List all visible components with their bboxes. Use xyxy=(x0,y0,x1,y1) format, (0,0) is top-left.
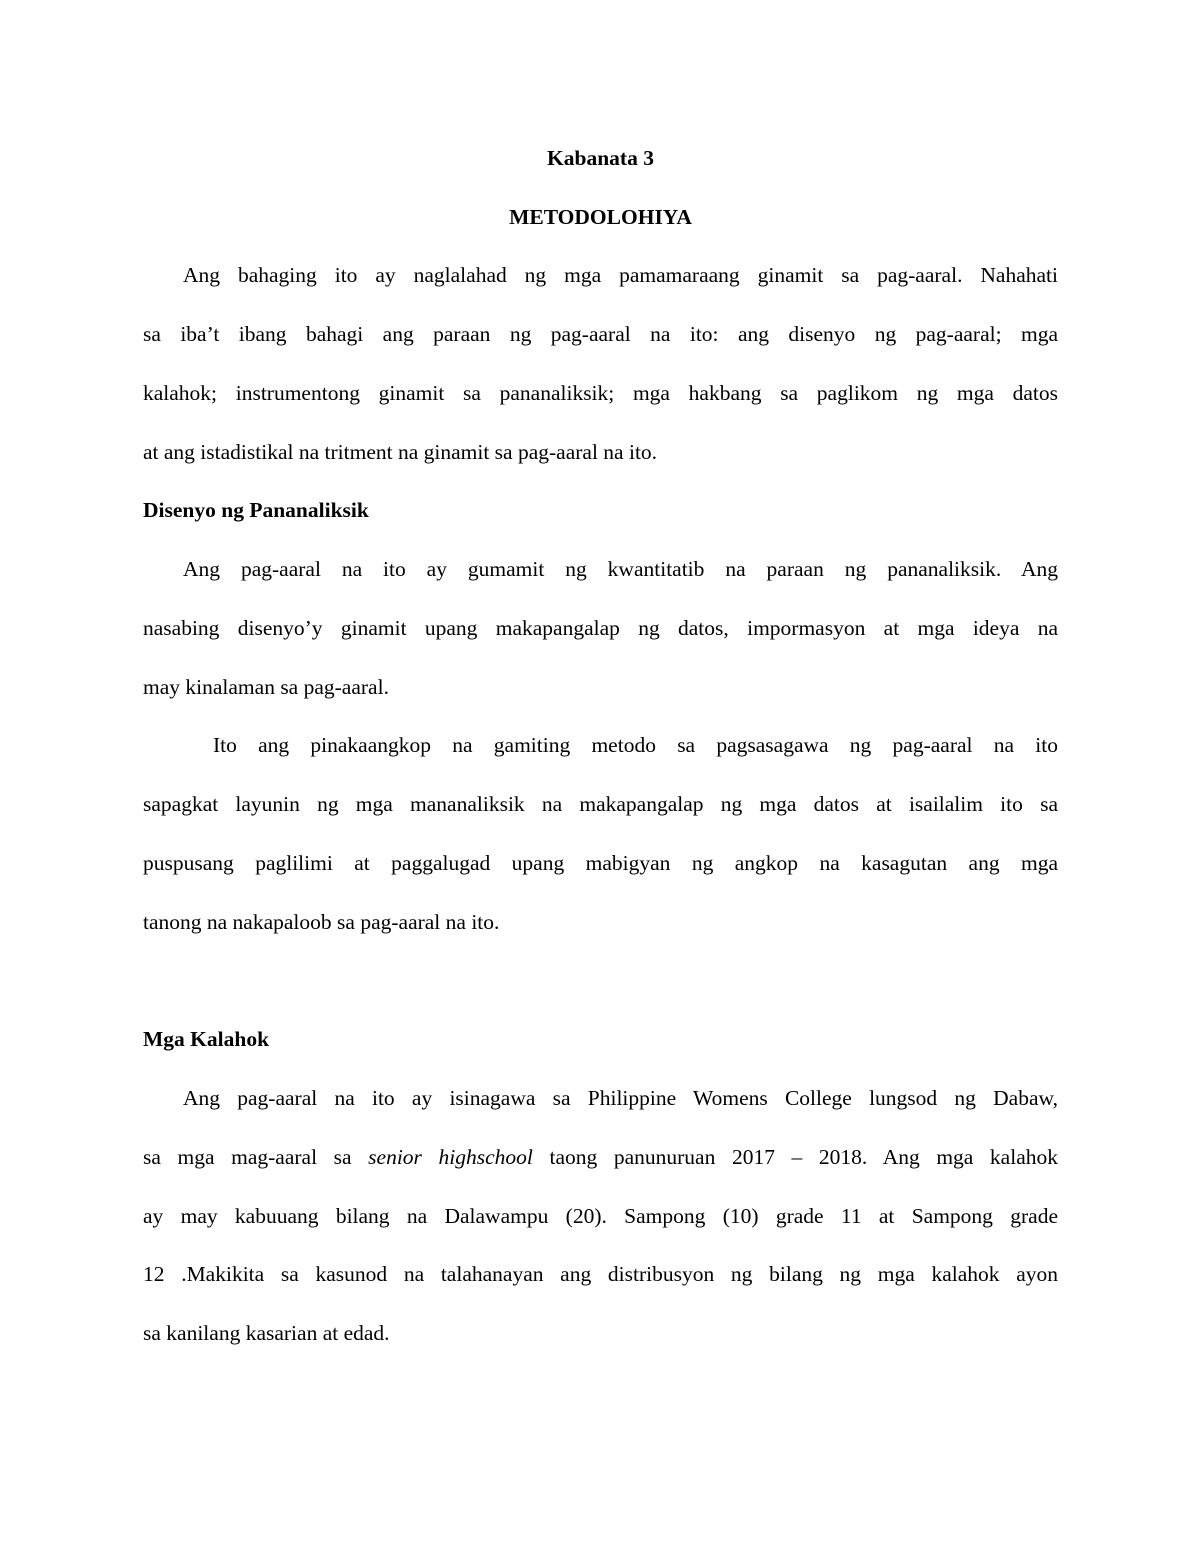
design-p2-line-2: sapagkat layunin ng mga mananaliksik na makapangalap ng mga datos at isailalim ito sa xyxy=(143,792,1058,816)
participants-line-2-italic: senior highschool xyxy=(368,1145,533,1169)
chapter-title: METODOLOHIYA xyxy=(509,205,692,229)
intro-line-3: kalahok; instrumentong ginamit sa pananaliksik; mga hakbang sa paglikom ng mga datos xyxy=(143,381,1058,405)
intro-line-1: Ang bahaging ito ay naglalahad ng mga pamamaraang ginamit sa pag-aaral. Nahahati xyxy=(183,263,1058,287)
section-heading-design: Disenyo ng Pananaliksik xyxy=(143,498,369,522)
participants-line-2-post: taong panunuruan 2017 – 2018. Ang mga kalahok xyxy=(532,1145,1058,1169)
participants-line-2-pre: sa mga mag-aaral sa xyxy=(143,1145,369,1169)
participants-line-5: sa kanilang kasarian at edad. xyxy=(143,1321,390,1345)
design-p1-line-3: may kinalaman sa pag-aaral. xyxy=(143,675,389,699)
design-p2-line-3: puspusang paglilimi at paggalugad upang mabigyan ng angkop na kasagutan ang mga xyxy=(143,851,1058,875)
design-p2-line-4: tanong na nakapaloob sa pag-aaral na ito. xyxy=(143,910,500,934)
participants-line-3: ay may kabuuang bilang na Dalawampu (20). Sampong (10) grade 11 at Sampong grade xyxy=(143,1204,1058,1228)
chapter-label: Kabanata 3 xyxy=(547,146,654,170)
design-p2-line-1: Ito ang pinakaangkop na gamiting metodo sa pagsasagawa ng pag-aaral na ito xyxy=(213,733,1058,757)
participants-line-2 xyxy=(143,1144,1058,1170)
participants-line-1: Ang pag-aaral na ito ay isinagawa sa Philippine Womens College lungsod ng Dabaw, xyxy=(183,1086,1058,1110)
intro-line-4: at ang istadistikal na tritment na ginamit sa pag-aaral na ito. xyxy=(143,440,658,464)
participants-line-4: 12 .Makikita sa kasunod na talahanayan ang distribusyon ng bilang ng mga kalahok ayon xyxy=(143,1262,1058,1286)
section-heading-participants: Mga Kalahok xyxy=(143,1027,270,1051)
intro-line-2: sa iba’t ibang bahagi ang paraan ng pag-aaral na ito: ang disenyo ng pag-aaral; mga xyxy=(143,322,1058,346)
document-page xyxy=(143,0,1058,1553)
design-p1-line-1: Ang pag-aaral na ito ay gumamit ng kwantitatib na paraan ng pananaliksik. Ang xyxy=(183,557,1058,581)
design-p1-line-2: nasabing disenyo’y ginamit upang makapangalap ng datos, impormasyon at mga ideya na xyxy=(143,616,1058,640)
